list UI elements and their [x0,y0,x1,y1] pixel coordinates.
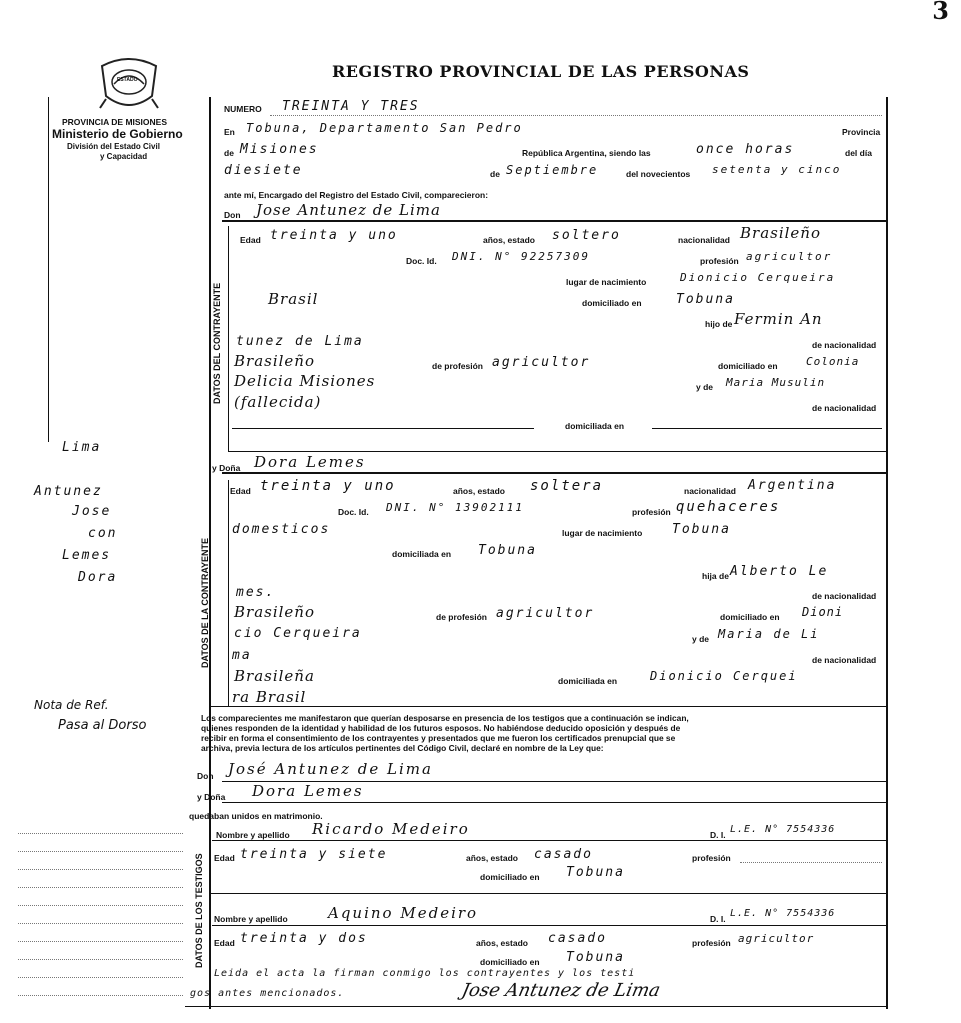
edad-value: treinta y uno [270,228,398,243]
t1-estado-value: casado [534,847,593,862]
anos-estado-label: años, estado [483,235,535,245]
margin-line [18,869,183,870]
margin-note-ref: Nota de Ref. [34,698,109,712]
rule-contrayenta-end [210,706,886,707]
testigos-inner-border [209,823,210,1003]
de2-label: de [490,169,500,179]
right-border [886,97,888,1009]
ministry-name: Ministerio de Gobierno [52,127,183,141]
province-seal [98,54,160,112]
profesion-value: agricultor [746,250,833,263]
en-label: En [224,127,235,137]
contrayenta-padre-prof-value: agricultor [496,606,595,621]
testigos-side-label: DATOS DE LOS TESTIGOS [194,853,204,968]
contrayenta-nacionalidad-value: Argentina [748,478,837,493]
t2-dom-label: domiciliado en [480,957,540,967]
t2-profesion-label: profesión [692,938,731,948]
margin-line [18,833,183,834]
margin-name-antunez: Antunez [34,484,103,499]
t1-di-label: D. I. [710,830,726,840]
doc-label: Doc. Id. [406,256,437,266]
del-dia-label: del día [845,148,872,158]
contrayenta-de-profesion-label: de profesión [436,612,488,622]
hija-label: hija de [702,571,729,581]
edad-label: Edad [240,235,261,245]
domiciliado2-label: domiciliado en [718,361,778,371]
contrayenta-edad-label: Edad [230,486,251,496]
t1-nombre-label: Nombre y apellido [216,830,290,840]
hija-value: Alberto Le [730,564,829,579]
padre-dom-value-2: Delicia Misiones [234,372,376,390]
left-margin-rule [48,97,49,442]
domiciliado-value: Tobuna [676,292,735,307]
doc-value: DNI. N° 92257309 [452,250,590,263]
contrayenta-doc-value: DNI. N° 13902111 [386,501,524,514]
contrayente-side-label: DATOS DEL CONTRAYENTE [212,282,222,404]
hora-value: once horas [696,142,795,157]
division-name-2: y Capacidad [100,152,148,161]
t1-edad-value: treinta y siete [240,847,388,862]
contrayenta-domiciliado-label: domiciliado en [720,612,780,622]
t2-nombre-value: Aquino Medeiro [328,904,479,922]
contrayenta-lugar-value: Tobuna [672,522,731,537]
t1-di-value: L.E. N° 7554336 [730,824,836,835]
hijo-label: hijo de [705,319,733,329]
unidos-label: quedaban unidos en matrimonio. [189,811,323,821]
contrayenta-madre-nac-value: Brasileña [234,667,315,685]
profesion-label: profesión [700,256,739,266]
nacionalidad-value: Brasileño [740,224,821,242]
rule-testigo2 [212,925,886,926]
t2-estado-label: años, estado [476,938,528,948]
t2-profesion-value: agricultor [738,932,815,945]
contrayente-blank-rule [232,428,534,429]
contrayenta-estado-value: soltera [530,478,604,494]
contrayenta-y-de-label: y de [692,634,710,644]
y-de-label: y de [696,382,714,392]
contrayenta-profesion-value-2: domesticos [232,522,331,537]
rule-decl-dona [222,802,886,803]
don-label: Don [224,210,241,220]
t2-estado-value: casado [548,931,607,946]
contrayenta-domiciliada2-label: domiciliada en [558,676,618,686]
contrayenta-lugar-label: lugar de nacimiento [562,528,643,538]
anio-value: setenta y cinco [712,163,842,176]
t2-nombre-label: Nombre y apellido [214,914,288,924]
contrayenta-padre-nac-value: Brasileño [234,603,315,621]
margin-name-lima: Lima [62,440,102,455]
padre-prof-value: agricultor [492,355,591,370]
dia-value: diesiete [224,163,303,178]
republica-label: República Argentina, siendo las [522,148,651,158]
en-value: Tobuna, Departamento San Pedro [246,121,523,135]
t2-dom-value: Tobuna [566,950,625,965]
margin-line [18,941,183,942]
page-number: 3 [932,0,949,25]
contrayenta-side-label: DATOS DE LA CONTRAYENTE [200,537,210,668]
contrayenta-padre-dom-value-2: cio Cerqueira [234,626,362,641]
decl-dona-value: Dora Lemes [252,782,364,800]
margin-name-lemes: Lemes [62,548,112,563]
ante-label: ante mí, Encargado del Registro del Estado Civil, comparecieron: [224,190,489,200]
provincia-label: Provincia [842,127,881,137]
novecientos-label: del novecientos [626,169,691,179]
contrayenta-domiciliada-label: domiciliada en [392,549,452,559]
margin-line [18,977,183,978]
de-profesion-label: de profesión [432,361,484,371]
declaration-line-2: quienes responden de la identidad y habilidad de los futuros esposos. No habiéndose deducido oposición y después de [201,723,681,733]
rule-testigo1 [212,840,886,841]
decl-dona-label: y Doña [197,792,226,802]
contrayente-inner-border [228,226,229,452]
numero-label: NUMERO [224,104,262,114]
rule-contrayente-end [228,451,886,452]
margin-line [18,851,183,852]
t2-di-value: L.E. N° 7554336 [730,908,836,919]
nacionalidad3-label: de nacionalidad [812,403,877,413]
contrayenta-nacionalidad2-label: de nacionalidad [812,591,877,601]
domiciliada-label: domiciliada en [565,421,625,431]
contrayenta-padre-dom-value: Dioni [802,605,844,619]
contrayenta-profesion-value: quehaceres [676,499,781,515]
contrayenta-madre-value-2: ma [232,648,252,663]
t2-edad-label: Edad [214,938,235,948]
padre-dom-value: Colonia [806,355,860,368]
contrayenta-madre-dom-value-2: ra Brasil [232,688,307,706]
province-name: PROVINCIA DE MISIONES [62,117,168,127]
contrayente-signature: Jose Antunez de Lima [459,980,663,1001]
domiciliado-label: domiciliado en [582,298,642,308]
t1-nombre-value: Ricardo Medeiro [312,820,470,838]
margin-name-con: con [88,526,118,541]
margin-name-jose: Jose [72,504,112,519]
contrayenta-madre-dom-value: Dionicio Cerquei [650,669,798,683]
margin-line [18,905,183,906]
margin-line [18,923,183,924]
seal-text: ESTADO [117,77,138,83]
de-value: Misiones [240,142,319,157]
lugar-value-2: Brasil [268,290,319,308]
decl-don-label: Don [197,771,214,781]
contrayente-blank-rule-2 [652,428,882,429]
closing-line-1: Leida el acta la firman conmigo los contrayentes y los testi [214,968,636,979]
nacionalidad-label: nacionalidad [678,235,730,245]
estado-value: soltero [552,228,621,243]
rule-bottom [185,1006,886,1007]
rule-don [222,220,886,222]
declaration-line-1: Los comparecientes me manifestaron que querían desposarse en presencia de los testigos que a continuación se indican, [201,713,689,723]
hija-value-2: mes. [236,585,276,600]
contrayenta-edad-value: treinta y uno [260,478,396,494]
declaration-line-3: recibir en forma el consentimiento de los contrayentes y presentados que me fueron los certificados prenupcial que se [201,733,676,743]
numero-value: TREINTA Y TRES [282,99,420,114]
t1-profesion-label: profesión [692,853,731,863]
closing-line-2: gos antes mencionados. [190,988,345,999]
contrayenta-nacionalidad3-label: de nacionalidad [812,655,877,665]
t1-dom-label: domiciliado en [480,872,540,882]
dona-label: y Doña [212,463,241,473]
padre-nac-value: Brasileño [234,352,315,370]
document-title: REGISTRO PROVINCIAL DE LAS PERSONAS [332,62,750,81]
contrayenta-anos-estado-label: años, estado [453,486,505,496]
contrayenta-madre-value: Maria de Li [718,627,820,641]
nacionalidad2-label: de nacionalidad [812,340,877,350]
margin-note-dorso: Pasa al Dorso [58,718,147,733]
declaration-line-4: archiva, previa lectura de los artículos pertinentes del Código Civil, declaré en nombre de la Ley que: [201,743,604,753]
de-label: de [224,148,234,158]
t1-estado-label: años, estado [466,853,518,863]
contrayenta-nacionalidad-label: nacionalidad [684,486,736,496]
dona-value: Dora Lemes [254,453,366,471]
t1-edad-label: Edad [214,853,235,863]
contrayenta-profesion-label: profesión [632,507,671,517]
don-value: Jose Antunez de Lima [256,201,441,219]
division-name: División del Estado Civil [67,142,160,151]
decl-don-value: José Antunez de Lima [228,760,433,778]
hijo-value: Fermin An [734,310,823,328]
lugar-value: Dionicio Cerqueira [680,271,836,284]
margin-line [18,995,183,996]
t2-di-label: D. I. [710,914,726,924]
lugar-label: lugar de nacimiento [566,277,647,287]
rule-dona [222,472,886,474]
t1-profesion-line [740,862,882,863]
margin-line [18,887,183,888]
madre-value: Maria Musulin [726,376,826,389]
contrayenta-inner-border [228,480,229,706]
madre-value-2: (fallecida) [234,393,322,411]
contrayenta-doc-label: Doc. Id. [338,507,369,517]
hijo-value-2: tunez de Lima [236,334,364,349]
mes-value: Septiembre [506,163,599,177]
margin-name-dora: Dora [78,570,118,585]
rule-testigo-sep [210,893,886,894]
margin-line [18,959,183,960]
contrayenta-domiciliada-value: Tobuna [478,543,537,558]
t2-edad-value: treinta y dos [240,931,368,946]
numero-line [270,115,882,116]
t1-dom-value: Tobuna [566,865,625,880]
